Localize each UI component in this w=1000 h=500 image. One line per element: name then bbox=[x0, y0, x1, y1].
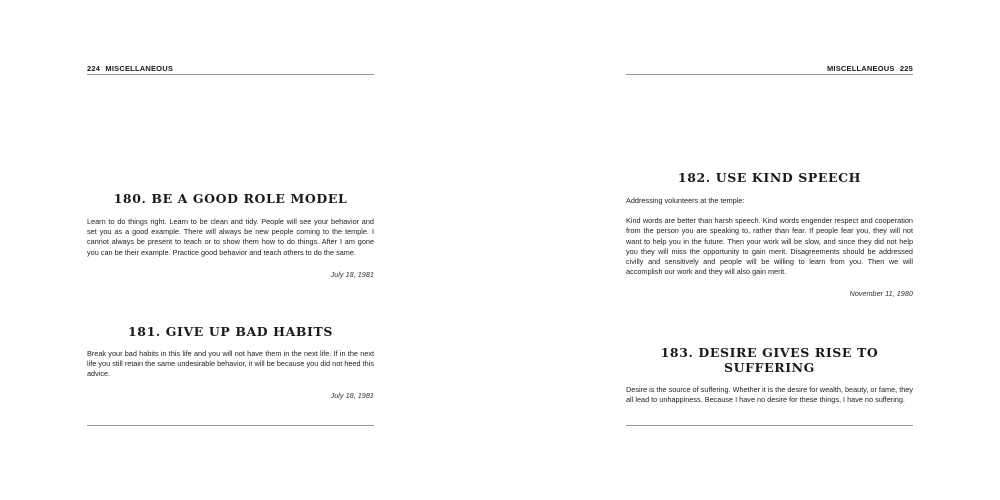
right-page bbox=[626, 0, 913, 500]
section-body: Kind words are better than harsh speech. Kind words engender respect and cooperation from the person you are speaking to, rather than fear. If people fear you, they will not want to help you in the future. Then your work will be slow, and since they did not help you they will miss the opportunity to gain merit. Disagreements should be addressed civilly and sensitively and people will be willing to learn from you. Then we will accomplish our work and they will also gain merit. bbox=[626, 216, 913, 277]
section-181 bbox=[87, 324, 374, 400]
section-182 bbox=[626, 170, 913, 298]
section-body: Learn to do things right. Learn to be clean and tidy. People will see your behavior and set you as a good example. There will always be new people coming to the temple. I cannot always be present to teach or to show them how to do things. After I am gone you can be their example. Practice good behavior and teach others to do the same. bbox=[87, 217, 374, 257]
page-number-left: 224 bbox=[87, 64, 101, 73]
section-title: 180. BE A GOOD ROLE MODEL bbox=[113, 191, 348, 206]
section-180 bbox=[87, 191, 374, 279]
running-head-left bbox=[87, 64, 374, 75]
running-head-title-right: MISCELLANEOUS bbox=[826, 64, 895, 73]
section-intro: Addressing volunteers at the temple: bbox=[626, 196, 745, 205]
section-183 bbox=[626, 345, 913, 405]
section-title: 183. DESIRE GIVES RISE TO SUFFERING bbox=[660, 345, 879, 375]
section-date: November 11, 1980 bbox=[849, 289, 913, 299]
page-number-right: 225 bbox=[899, 64, 913, 73]
section-date: July 18, 1981 bbox=[330, 390, 374, 400]
running-head-right bbox=[626, 64, 913, 75]
running-head-title-left: MISCELLANEOUS bbox=[105, 64, 174, 73]
section-title: 182. USE KIND SPEECH bbox=[677, 170, 862, 185]
bottom-rule-left bbox=[87, 425, 374, 426]
left-page bbox=[87, 0, 374, 500]
bottom-rule-right bbox=[626, 425, 913, 426]
section-date: July 18, 1981 bbox=[330, 269, 374, 279]
section-body: Desire is the source of suffering. Whether it is the desire for wealth, beauty, or fame, they all lead to unhappiness. Because I have no desire for these things, I have no suffering. bbox=[626, 385, 913, 405]
section-body: Break your bad habits in this life and you will not have them in the next life. If in the next life you still retain the same undesirable behavior, it will be because you did not heed this advice. bbox=[87, 349, 374, 379]
section-title: 181. GIVE UP BAD HABITS bbox=[127, 324, 334, 339]
